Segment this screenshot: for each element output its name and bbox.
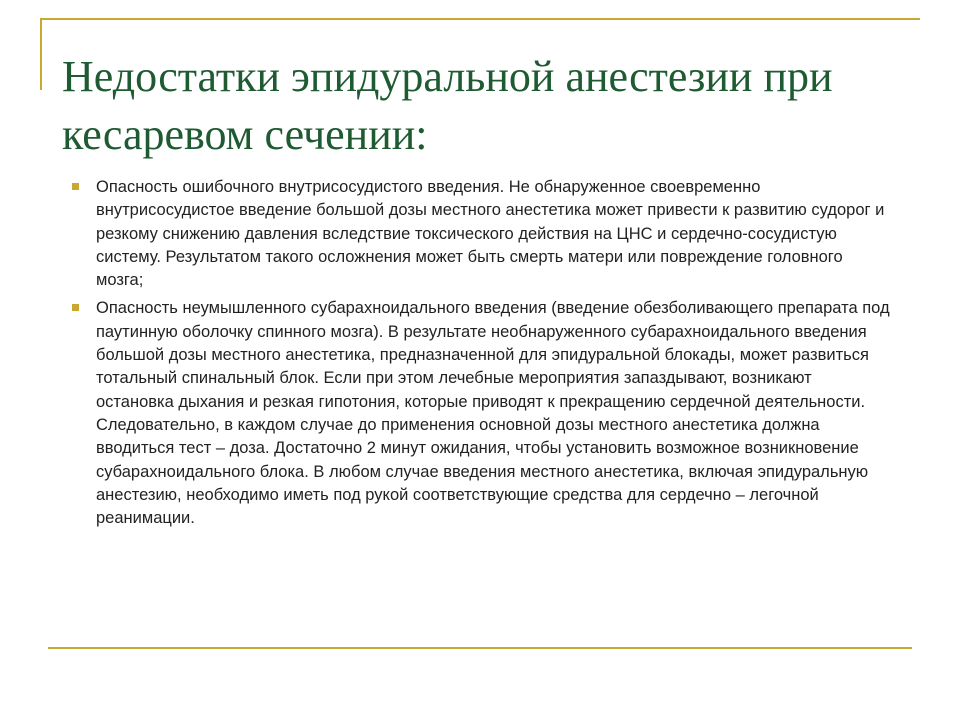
- bullet-text-2: Опасность неумышленного субарахноидального введения (введение обезболивающего препарата под паутинную оболочку спинного мозга). В результате необнаруженного субарахноидального введения большой дозы местного анестетика, предназначенной для эпидуральной блокады, может развиться тотальный спинальный блок. Если при этом лечебные мероприятия запаздывают, возникают остановка дыхания и резкая гипотония, которые приводят к прекращению сердечной деятельности. Следовательно, в каждом случае до применения основной дозы местного анестетика должна вводиться тест – доза. Достаточно 2 минут ожидания, чтобы установить возможное возникновение субарахноидального блока. В любом случае введения местного анестетика, включая эпидуральную анестезию, необходимо иметь под рукой соответствующие средства для сердечно – легочной реанимации.: [96, 299, 890, 528]
- bullet-item-2: [70, 297, 890, 530]
- square-bullet-icon: [72, 183, 79, 190]
- bullet-list: [70, 176, 890, 535]
- bullet-item-1: [70, 176, 890, 292]
- slide-title: Недостатки эпидуральной анестезии при кесаревом сечении:: [62, 52, 833, 159]
- decorative-top-line: [40, 18, 920, 20]
- decorative-bottom-line: [48, 647, 912, 649]
- bullet-text-1: Опасность ошибочного внутрисосудистого введения. Не обнаруженное своевременно внутрисосудистое введение большой дозы местного анестетика может привести к развитию судорог и резкому снижению давления вследствие токсического действия на ЦНС и сердечно-сосудистую систему. Результатом такого осложнения может быть смерть матери или повреждение головного мозга;: [96, 178, 885, 290]
- decorative-vertical-line: [40, 18, 42, 90]
- square-bullet-icon: [72, 304, 79, 311]
